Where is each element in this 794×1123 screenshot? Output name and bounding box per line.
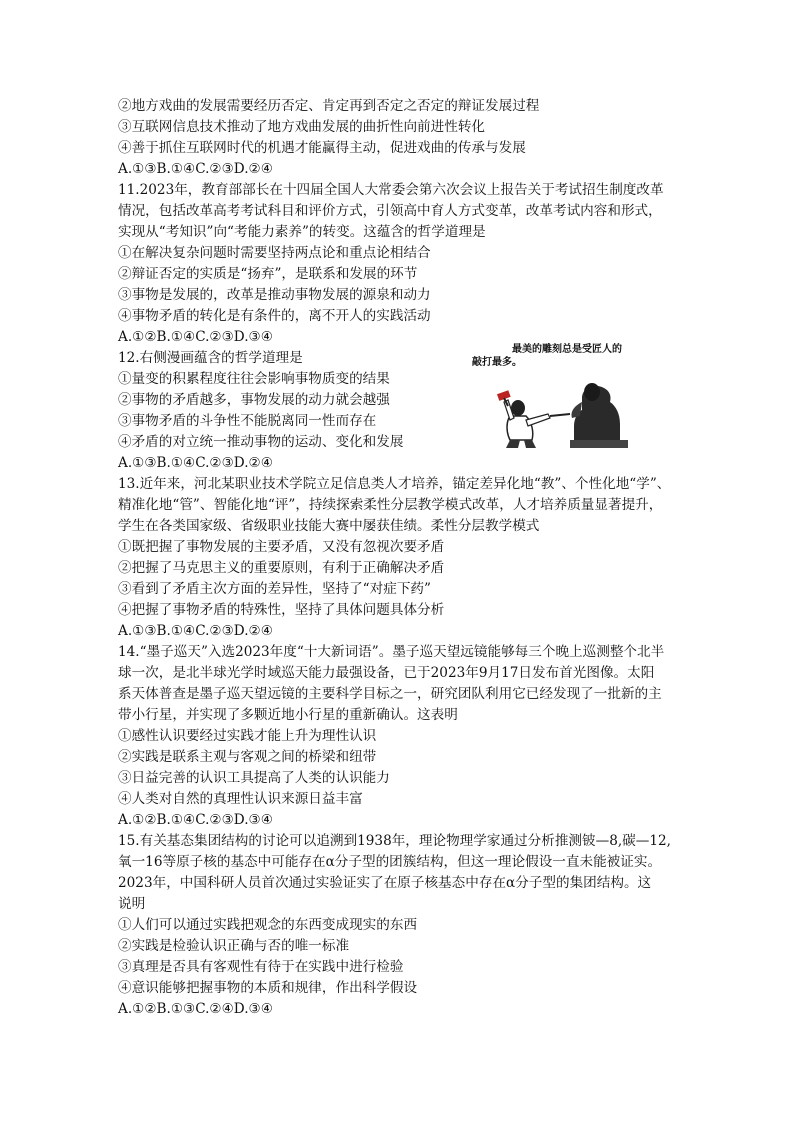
option-line: ①人们可以通过实践把观念的东西变成现实的东西 — [118, 917, 418, 933]
option-line: ②把握了马克思主义的重要原则，有利于正确解决矛盾 — [118, 560, 445, 576]
question-11: 11.2023年，教育部部长在十四届全国人大常委会第六次会议上报告关于考试招生制度改革 — [118, 182, 664, 198]
text-line: 情况，包括改革高考考试科目和评价方式，引领高中育人方式变革，改革考试内容和形式， — [118, 203, 662, 219]
cartoon-caption: 敲打最多。 — [472, 357, 522, 368]
option-line: ④人类对自然的真理性认识来源日益丰富 — [118, 791, 363, 807]
option-line: ④事物矛盾的转化是有条件的，离不开人的实践活动 — [118, 308, 431, 324]
option-line: ①感性认识要经过实践才能上升为理性认识 — [118, 728, 377, 744]
option-line: ③日益完善的认识工具提高了人类的认识能力 — [118, 770, 390, 786]
option-line: ②实践是联系主观与客观之间的桥梁和纽带 — [118, 749, 377, 765]
text-line: 精准化地“管”、智能化地“评”，持续探索柔性分层教学模式改革，人才培养质量显著提升， — [118, 497, 663, 513]
option-line: ③事物矛盾的斗争性不能脱离同一性而存在 — [118, 413, 377, 429]
option-line: ④把握了事物矛盾的特殊性，坚持了具体问题具体分析 — [118, 602, 445, 618]
text-line: 球一次，是北半球光学时域巡天能力最强设备，已于2023年9月17日发布首光图像。太阳 — [118, 665, 655, 681]
question-13: 13.近年来，河北某职业技术学院立足信息类人才培养，锚定差异化地“教”、个性化地“学”、 — [118, 476, 671, 492]
option-line: ②辩证否定的实质是“扬弃”，是联系和发展的环节 — [118, 266, 418, 282]
option-line: ③事物是发展的，改革是推动事物发展的源泉和动力 — [118, 287, 431, 303]
answer-options: A.①②B.①④C.②③D.③④ — [118, 812, 273, 828]
text-line: ④善于抓住互联网时代的机遇才能赢得主动，促进戏曲的传承与发展 — [118, 140, 526, 156]
answer-options: A.①③B.①④C.②③D.②④ — [118, 161, 273, 177]
option-line: ②实践是检验认识正确与否的唯一标准 — [118, 938, 350, 954]
option-line: ②事物的矛盾越多，事物发展的动力就会越强 — [118, 392, 390, 408]
text-line: 说明 — [118, 896, 146, 912]
text-line: ③互联网信息技术推动了地方戏曲发展的曲折性向前进性转化 — [118, 119, 486, 135]
answer-options: A.①③B.①④C.②③D.②④ — [118, 623, 273, 639]
answer-options: A.①②B.①③C.②④D.③④ — [118, 1001, 273, 1017]
answer-options: A.①③B.①④C.②③D.②④ — [118, 455, 273, 471]
text-line: 带小行星，并实现了多颗近地小行星的重新确认。这表明 — [118, 707, 458, 723]
text-line: ②地方戏曲的发展需要经历否定、肯定再到否定之否定的辩证发展过程 — [118, 98, 540, 114]
answer-options: A.①②B.①④C.②③D.③④ — [118, 329, 273, 345]
option-line: ④矛盾的对立统一推动事物的运动、变化和发展 — [118, 434, 404, 450]
text-line: 2023年，中国科研人员首次通过实验证实了在原子核基态中存在α分子型的集团结构。这 — [118, 875, 652, 891]
text-line: 学生在各类国家级、省级职业技能大赛中屡获佳绩。柔性分层教学模式 — [118, 518, 540, 534]
text-line: 氧一16等原子核的基态中可能存在α分子型的团簇结构，但这一理论假设一直未能被证实。 — [118, 854, 662, 870]
cartoon-caption: 最美的雕刻总是受匠人的 — [512, 344, 622, 355]
question-14: 14.“墨子巡天”入选2023年度“十大新词语”。墨子巡天望远镜能够每三个晚上巡测整个北半 — [118, 644, 665, 660]
cartoon-image — [470, 340, 660, 450]
question-15: 15.有关基态集团结构的讨论可以追溯到1938年，理论物理学家通过分析推测铍—8,碳—12, — [118, 833, 671, 849]
question-12: 12.右侧漫画蕴含的哲学道理是 — [118, 350, 303, 366]
option-line: ①量变的积累程度往往会影响事物质变的结果 — [118, 371, 390, 387]
option-line: ③真理是否具有客观性有待于在实践中进行检验 — [118, 959, 404, 975]
text-line: 系天体普查是墨子巡天望远镜的主要科学目标之一，研究团队利用它已经发现了一批新的主 — [118, 686, 662, 702]
option-line: ①既把握了事物发展的主要矛盾，又没有忽视次要矛盾 — [118, 539, 445, 555]
option-line: ③看到了矛盾主次方面的差异性，坚持了“对症下药” — [118, 581, 431, 597]
option-line: ④意识能够把握事物的本质和规律，作出科学假设 — [118, 980, 418, 996]
option-line: ①在解决复杂问题时需要坚持两点论和重点论相结合 — [118, 245, 431, 261]
text-line: 实现从“考知识”向“考能力素养”的转变。这蕴含的哲学道理是 — [118, 224, 486, 240]
